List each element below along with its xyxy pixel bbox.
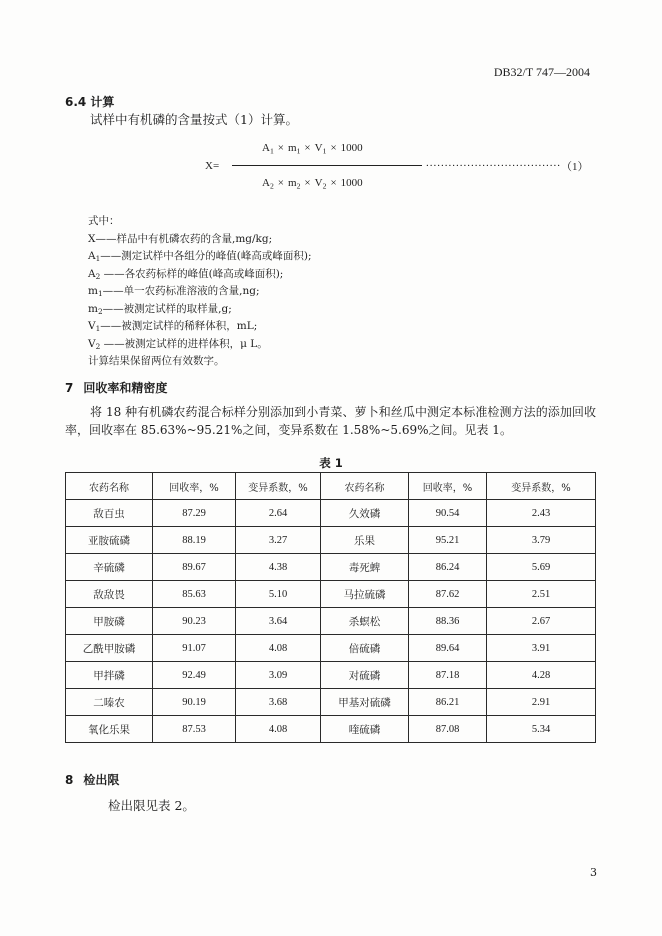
variable-definition bbox=[88, 283, 312, 301]
recovery-rate-cell: 87.53 bbox=[153, 716, 236, 743]
detection-limit-text: 检出限见表 2。 bbox=[108, 798, 195, 813]
section-number: 8 bbox=[65, 773, 74, 787]
pesticide-name-cell: 辛硫磷 bbox=[66, 554, 153, 581]
cv-cell: 4.38 bbox=[236, 554, 321, 581]
recovery-rate-cell: 86.21 bbox=[409, 689, 487, 716]
variable-symbol: A bbox=[88, 267, 96, 280]
cv-cell: 4.08 bbox=[236, 635, 321, 662]
table-row bbox=[66, 662, 596, 689]
pesticide-name-cell: 敌百虫 bbox=[66, 500, 153, 527]
cv-cell: 2.43 bbox=[487, 500, 596, 527]
formula-term: V bbox=[314, 142, 323, 154]
pesticide-name-cell: 二嗪农 bbox=[66, 689, 153, 716]
recovery-rate-cell: 90.54 bbox=[409, 500, 487, 527]
recovery-table bbox=[65, 472, 596, 743]
section-title: 回收率和精密度 bbox=[83, 381, 168, 395]
variable-definition bbox=[88, 301, 312, 319]
formula-term: m bbox=[288, 142, 297, 154]
variable-definition bbox=[88, 231, 312, 249]
variable-description: ——被测定试样的稀释体积，mL; bbox=[100, 320, 258, 332]
where-label: 式中： bbox=[88, 215, 120, 227]
variable-subscript: 2 bbox=[95, 271, 101, 281]
pesticide-name-cell: 倍硫磷 bbox=[321, 635, 409, 662]
recovery-rate-cell: 89.64 bbox=[409, 635, 487, 662]
cv-cell: 4.08 bbox=[236, 716, 321, 743]
table-row bbox=[66, 716, 596, 743]
multiply-sign: × bbox=[330, 142, 337, 154]
calculation-intro: 试样中有机磷的含量按式（1）计算。 bbox=[90, 112, 298, 127]
variable-subscript: 2 bbox=[95, 341, 101, 351]
recovery-rate-cell: 87.18 bbox=[409, 662, 487, 689]
variable-description: ——被测定试样的取样量,g; bbox=[102, 302, 232, 315]
cv-cell: 2.51 bbox=[487, 581, 596, 608]
variable-description: ——样品中有机磷农药的含量,mg/kg; bbox=[95, 232, 273, 245]
section-number: 7 bbox=[65, 381, 74, 395]
multiply-sign: × bbox=[304, 142, 311, 154]
pesticide-name-cell: 亚胺硫磷 bbox=[66, 527, 153, 554]
variable-symbol: X bbox=[88, 232, 96, 245]
formula-term: V bbox=[314, 177, 323, 189]
variable-symbol: m bbox=[88, 285, 98, 297]
pesticide-name-cell: 乙酰甲胺磷 bbox=[66, 635, 153, 662]
cv-cell: 3.68 bbox=[236, 689, 321, 716]
table-row bbox=[66, 500, 596, 527]
variable-description: ——单一农药标准溶液的含量,ng; bbox=[102, 285, 260, 297]
recovery-rate-cell: 91.07 bbox=[153, 635, 236, 662]
table-header-row bbox=[66, 473, 596, 500]
header-cell: 回收率，% bbox=[153, 473, 236, 500]
header-cell: 农药名称 bbox=[66, 473, 153, 500]
formula-term: A bbox=[262, 177, 270, 189]
variable-subscript: 1 bbox=[95, 254, 101, 264]
multiply-sign: × bbox=[277, 142, 285, 154]
table-row bbox=[66, 581, 596, 608]
recovery-rate-cell: 89.67 bbox=[153, 554, 236, 581]
variable-definition bbox=[88, 266, 312, 284]
equation-number: （1） bbox=[561, 161, 589, 173]
cv-cell: 3.79 bbox=[487, 527, 596, 554]
table-row bbox=[66, 689, 596, 716]
cv-cell: 5.69 bbox=[487, 554, 596, 581]
section-heading-7 bbox=[65, 379, 167, 396]
variable-description: ——测定试样中各组分的峰值(峰高或峰面积); bbox=[100, 250, 312, 262]
paragraph-line: 率，回收率在 85.63%~95.21%之间，变异系数在 1.58%~5.69%之间。见表 1。 bbox=[65, 423, 512, 437]
formula-term: m bbox=[288, 177, 297, 189]
variable-description: ——各农药标样的峰值(峰高或峰面积); bbox=[100, 267, 284, 280]
multiply-sign: × bbox=[304, 177, 311, 189]
formula-lhs: X= bbox=[205, 160, 220, 172]
table-row bbox=[66, 554, 596, 581]
cv-cell: 2.91 bbox=[487, 689, 596, 716]
recovery-rate-cell: 90.23 bbox=[153, 608, 236, 635]
cv-cell: 5.10 bbox=[236, 581, 321, 608]
variable-symbol: V bbox=[88, 337, 96, 350]
section-heading-8 bbox=[65, 771, 119, 788]
variable-subscript: 2 bbox=[97, 306, 103, 316]
formula-subscript: 2 bbox=[269, 181, 274, 191]
rounding-note: 计算结果保留两位有效数字。 bbox=[88, 355, 225, 367]
variable-definition bbox=[88, 336, 312, 354]
recovery-rate-cell: 87.62 bbox=[409, 581, 487, 608]
equation-leader-dots: .................................... bbox=[426, 157, 561, 169]
formula-subscript: 1 bbox=[296, 146, 301, 156]
variable-subscript: 1 bbox=[95, 324, 101, 334]
variable-subscript: 1 bbox=[97, 289, 103, 299]
recovery-rate-cell: 85.63 bbox=[153, 581, 236, 608]
pesticide-name-cell: 久效磷 bbox=[321, 500, 409, 527]
pesticide-name-cell: 敌敌畏 bbox=[66, 581, 153, 608]
pesticide-name-cell: 氧化乐果 bbox=[66, 716, 153, 743]
header-cell: 变异系数，% bbox=[236, 473, 321, 500]
header-cell: 农药名称 bbox=[321, 473, 409, 500]
formula-subscript: 2 bbox=[322, 181, 327, 191]
recovery-rate-cell: 88.19 bbox=[153, 527, 236, 554]
cv-cell: 2.64 bbox=[236, 500, 321, 527]
variable-definition bbox=[88, 318, 312, 336]
paragraph-line: 将 18 种有机磷农药混合标样分别添加到小青菜、萝卜和丝瓜中测定本标准检测方法的添加回收 bbox=[90, 405, 596, 419]
cv-cell: 5.34 bbox=[487, 716, 596, 743]
formula-subscript: 1 bbox=[322, 146, 327, 156]
variable-definition bbox=[88, 248, 312, 266]
section-title: 检出限 bbox=[83, 773, 120, 787]
cv-cell: 3.27 bbox=[236, 527, 321, 554]
table-row bbox=[66, 608, 596, 635]
table-caption: 表 1 bbox=[319, 456, 343, 470]
section-heading-6-4: 6.4 计算 bbox=[65, 95, 115, 109]
recovery-rate-cell: 92.49 bbox=[153, 662, 236, 689]
pesticide-name-cell: 杀螟松 bbox=[321, 608, 409, 635]
cv-cell: 2.67 bbox=[487, 608, 596, 635]
variable-definitions bbox=[88, 213, 312, 371]
variable-description: ——被测定试样的进样体积，μ L。 bbox=[100, 337, 268, 350]
recovery-rate-cell: 86.24 bbox=[409, 554, 487, 581]
header-cell: 回收率，% bbox=[409, 473, 487, 500]
recovery-rate-cell: 90.19 bbox=[153, 689, 236, 716]
formula-subscript: 2 bbox=[296, 181, 301, 191]
variable-symbol: A bbox=[88, 250, 96, 262]
table-row bbox=[66, 527, 596, 554]
formula-numerator bbox=[262, 142, 363, 154]
recovery-rate-cell: 87.29 bbox=[153, 500, 236, 527]
formula-denominator bbox=[262, 177, 363, 189]
page-number: 3 bbox=[590, 866, 597, 879]
header-cell: 变异系数，% bbox=[487, 473, 596, 500]
pesticide-name-cell: 马拉硫磷 bbox=[321, 581, 409, 608]
multiply-sign: × bbox=[330, 177, 337, 189]
cv-cell: 3.64 bbox=[236, 608, 321, 635]
variable-symbol: V bbox=[88, 320, 96, 332]
recovery-rate-cell: 88.36 bbox=[409, 608, 487, 635]
formula-constant: 1000 bbox=[340, 142, 363, 154]
pesticide-name-cell: 毒死蜱 bbox=[321, 554, 409, 581]
recovery-rate-cell: 87.08 bbox=[409, 716, 487, 743]
variable-symbol: m bbox=[88, 302, 98, 315]
cv-cell: 3.09 bbox=[236, 662, 321, 689]
pesticide-name-cell: 甲基对硫磷 bbox=[321, 689, 409, 716]
formula-term: A bbox=[262, 142, 270, 154]
recovery-rate-cell: 95.21 bbox=[409, 527, 487, 554]
multiply-sign: × bbox=[277, 177, 285, 189]
table-row bbox=[66, 635, 596, 662]
fraction-bar bbox=[232, 165, 422, 166]
cv-cell: 3.91 bbox=[487, 635, 596, 662]
formula-subscript: 1 bbox=[269, 146, 274, 156]
pesticide-name-cell: 对硫磷 bbox=[321, 662, 409, 689]
pesticide-name-cell: 乐果 bbox=[321, 527, 409, 554]
pesticide-name-cell: 甲拌磷 bbox=[66, 662, 153, 689]
pesticide-name-cell: 甲胺磷 bbox=[66, 608, 153, 635]
document-code: DB32/T 747—2004 bbox=[493, 65, 590, 79]
formula-constant: 1000 bbox=[340, 177, 363, 189]
pesticide-name-cell: 喹硫磷 bbox=[321, 716, 409, 743]
cv-cell: 4.28 bbox=[487, 662, 596, 689]
